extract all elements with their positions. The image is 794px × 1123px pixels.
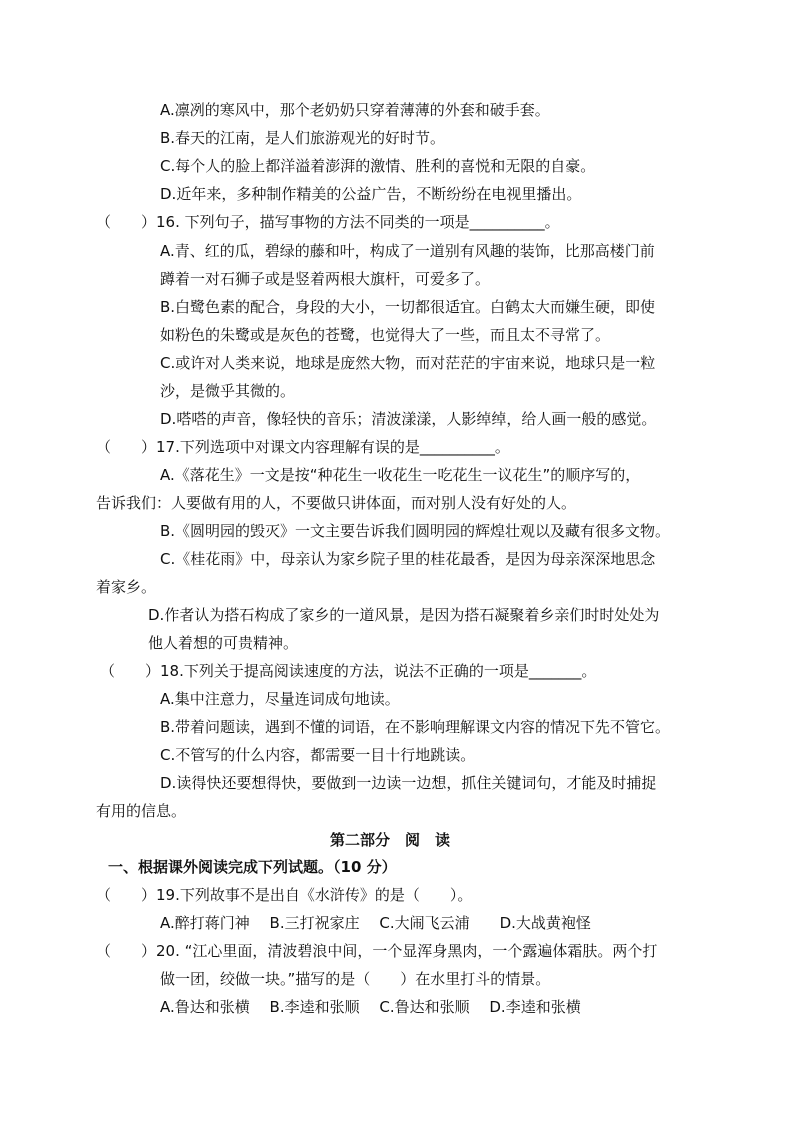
q18-option-d: D.读得快还要想得快，要做到一边读一边想，抓住关键词句，才能及时捕捉 bbox=[160, 774, 657, 792]
q20-stem: （ ）20. “江心里面，清波碧浪中间，一个显浑身黑肉，一个露遍体霜肤。两个打 bbox=[96, 942, 658, 960]
q17-option-a-cont: 告诉我们：人要做有用的人，不要做只讲体面，而对别人没有好处的人。 bbox=[96, 494, 577, 512]
q17-option-b: B.《圆明园的毁灭》一文主要告诉我们圆明园的辉煌壮观以及藏有很多文物。 bbox=[160, 522, 671, 540]
q20-stem-cont: 做一团，绞做一块。”描写的是（ ）在水里打斗的情景。 bbox=[160, 970, 551, 988]
q16-option-b-cont: 如粉色的朱鹭或是灰色的苍鹭，也觉得大了一些，而且太不寻常了。 bbox=[160, 326, 611, 344]
section-heading: 第二部分 阅 读 bbox=[330, 831, 451, 849]
q19-stem: （ ）19.下列故事不是出自《水浒传》的是（ ）。 bbox=[96, 886, 473, 904]
q16-option-a: A.青、红的瓜，碧绿的藤和叶，构成了一道别有风趣的装饰，比那高楼门前 bbox=[160, 242, 655, 260]
q17-option-d: D.作者认为搭石构成了家乡的一道风景，是因为搭石凝聚着乡亲们时时处处为 bbox=[148, 606, 660, 624]
q19-options: A.醉打蒋门神 B.三打祝家庄 C.大闹飞云浦 D.大战黄袍怪 bbox=[160, 914, 591, 932]
q17-option-c-cont: 着家乡。 bbox=[96, 578, 157, 596]
subsection-heading: 一、根据课外阅读完成下列试题。（10 分） bbox=[108, 858, 397, 876]
q15-option-a: A.凛冽的寒风中，那个老奶奶只穿着薄薄的外套和破手套。 bbox=[160, 101, 550, 119]
q17-option-a: A.《落花生》一文是按“种花生一收花生一吃花生一议花生”的顺序写的， bbox=[160, 466, 641, 484]
q20-options: A.鲁达和张横 B.李逵和张顺 C.鲁达和张顺 D.李逵和张横 bbox=[160, 998, 581, 1016]
q17-option-d-cont: 他人着想的可贵精神。 bbox=[148, 634, 299, 652]
q15-option-c: C.每个人的脸上都洋溢着澎湃的激情、胜利的喜悦和无限的自豪。 bbox=[160, 157, 596, 175]
q18-option-d-cont: 有用的信息。 bbox=[96, 802, 187, 820]
q16-stem: （ ）16. 下列句子，描写事物的方法不同类的一项是__________。 bbox=[96, 213, 560, 231]
q15-option-b: B.春天的江南，是人们旅游观光的好时节。 bbox=[160, 129, 446, 147]
q18-option-b: B.带着问题读，遇到不懂的词语，在不影响理解课文内容的情况下先不管它。 bbox=[160, 718, 671, 736]
q15-option-d: D.近年来，多种制作精美的公益广告，不断纷纷在电视里播出。 bbox=[160, 185, 582, 203]
q16-option-d: D.嗒嗒的声音，像轻快的音乐；清波漾漾，人影绰绰，给人画一般的感觉。 bbox=[160, 410, 657, 428]
q16-option-c: C.或许对人类来说，地球是庞然大物，而对茫茫的宇宙来说，地球只是一粒 bbox=[160, 354, 656, 372]
q16-option-a-cont: 蹲着一对石狮子或是竖着两根大旗杆，可爱多了。 bbox=[160, 270, 491, 288]
q18-stem: （ ）18.下列关于提高阅读速度的方法，说法不正确的一项是_______。 bbox=[100, 662, 597, 680]
q16-option-c-cont: 沙，是微乎其微的。 bbox=[160, 382, 296, 400]
q17-stem: （ ）17.下列选项中对课文内容理解有误的是__________。 bbox=[96, 438, 510, 456]
q17-option-c: C.《桂花雨》中，母亲认为家乡院子里的桂花最香，是因为母亲深深地思念 bbox=[160, 550, 656, 568]
q18-option-c: C.不管写的什么内容，都需要一目十行地跳读。 bbox=[160, 746, 476, 764]
q18-option-a: A.集中注意力，尽量连词成句地读。 bbox=[160, 690, 400, 708]
q16-option-b: B.白鹭色素的配合，身段的大小，一切都很适宜。白鹤太大而嫌生硬，即使 bbox=[160, 298, 656, 316]
